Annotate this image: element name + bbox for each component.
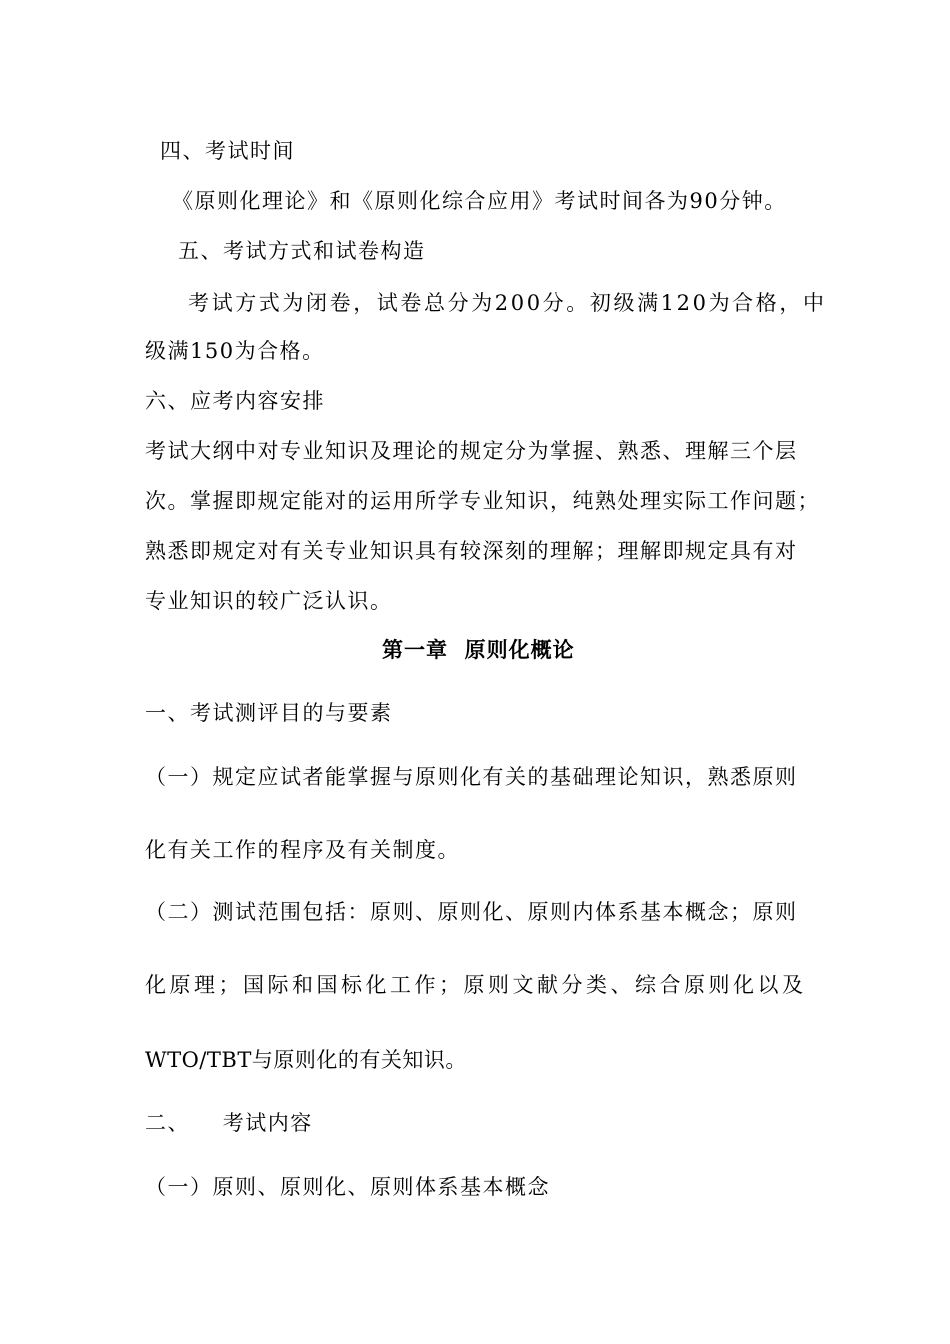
section-6-body-line-2: 次。掌握即规定能对的运用所学专业知识，纯熟处理实际工作问题； (145, 489, 820, 513)
section-5-body-line-2: 级满150为合格。 (145, 339, 325, 363)
section-6-body-line-1: 考试大纲中对专业知识及理论的规定分为掌握、熟悉、理解三个层 (145, 439, 798, 463)
chapter-1-part-2-heading: 二、 考试内容 (145, 1111, 313, 1135)
chapter-1-title: 第一章 原则化概论 (382, 637, 575, 662)
section-6-body-line-3: 熟悉即规定对有关专业知识具有较深刻的理解；理解即规定具有对 (145, 539, 798, 563)
section-6-heading: 六、应考内容安排 (145, 389, 325, 413)
chapter-1-item-1-line-2: 化有关工作的程序及有关制度。 (145, 838, 460, 862)
section-5-body-line-1: 考试方式为闭卷，试卷总分为200分。初级满120为合格，中 (188, 291, 827, 315)
chapter-1-item-2-line-2: 化原理；国际和国标化工作；原则文献分类、综合原则化以及 (145, 973, 807, 997)
section-6-body-line-4: 专业知识的较广泛认识。 (145, 589, 393, 613)
chapter-1-part-2-item-1: （一）原则、原则化、原则体系基本概念 (145, 1175, 550, 1199)
chapter-1-item-2-line-3: WTO/TBT与原则化的有关知识。 (145, 1048, 467, 1072)
chapter-1-part-1-heading: 一、考试测评目的与要素 (145, 701, 393, 725)
section-4-heading: 四、考试时间 (160, 139, 295, 163)
chapter-1-item-1-line-1: （一）规定应试者能掌握与原则化有关的基础理论知识，熟悉原则 (145, 765, 798, 789)
section-5-heading: 五、考试方式和试卷构造 (178, 239, 426, 263)
chapter-1-item-2-line-1: （二）测试范围包括：原则、原则化、原则内体系基本概念；原则 (145, 900, 798, 924)
section-4-body: 《原则化理论》和《原则化综合应用》考试时间各为90分钟。 (172, 189, 787, 213)
